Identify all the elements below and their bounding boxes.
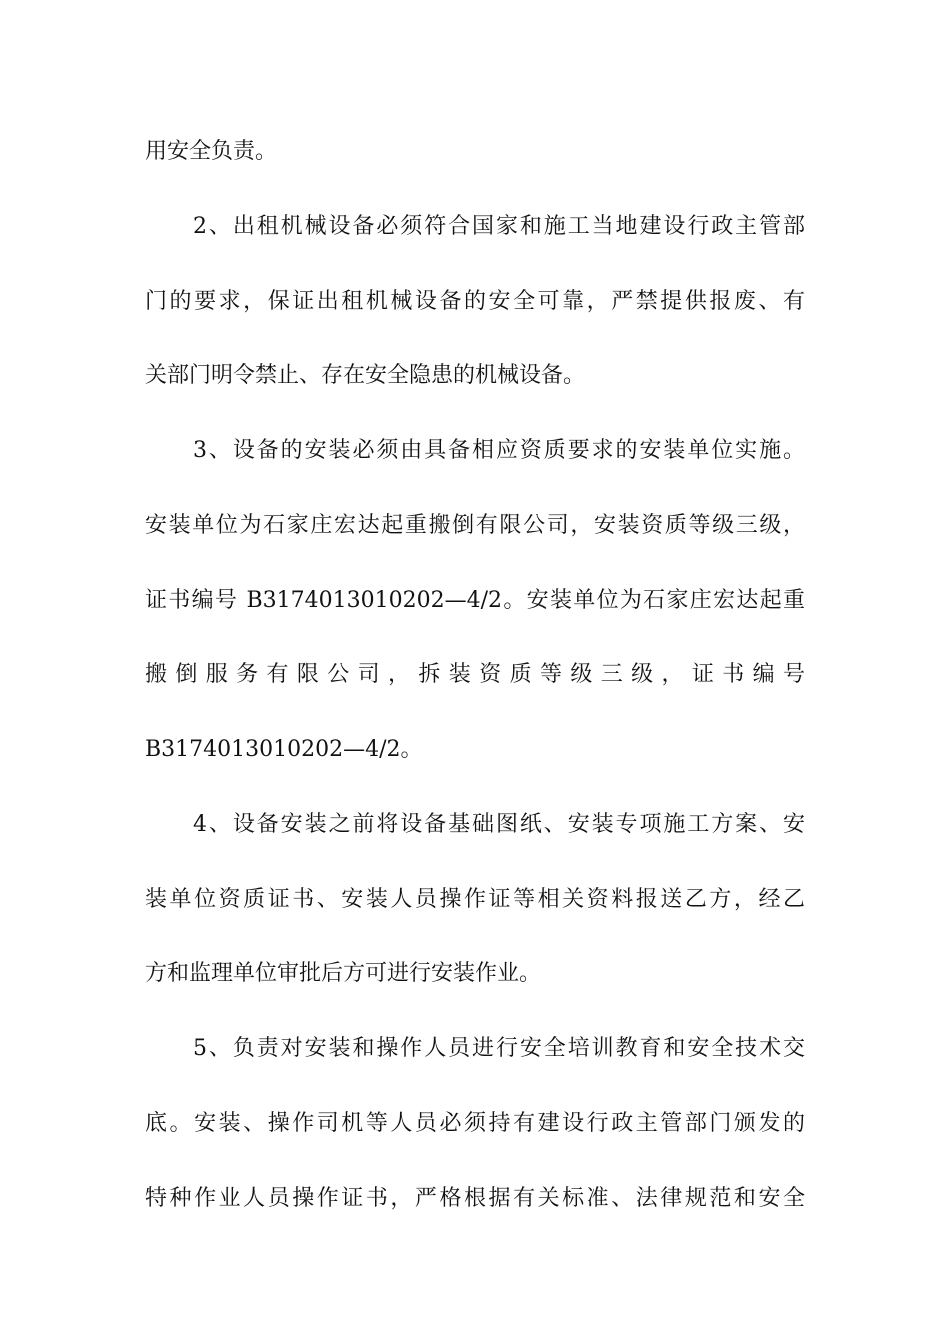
paragraph-2-start: 2、出租机械设备必须符合国家和施工当地建设行政主管部 (193, 214, 805, 239)
text-line: B3174013010202—4/2。 (145, 737, 423, 762)
text-line: 装单位资质证书、安装人员操作证等相关资料报送乙方，经乙 (145, 887, 805, 912)
text-line: 特种作业人员操作证书，严格根据有关标准、法律规范和安全 (145, 1186, 805, 1211)
text-line: 关部门明令禁止、存在安全隐患的机械设备。 (145, 363, 586, 388)
text-line: 门的要求，保证出租机械设备的安全可靠，严禁提供报废、有 (145, 289, 805, 314)
paragraph-3-start: 3、设备的安装必须由具备相应资质要求的安装单位实施。 (193, 438, 805, 463)
text-line: 方和监理单位审批后方可进行安装作业。 (145, 961, 542, 986)
text-line: 用安全负责。 (145, 139, 278, 164)
text-line: 底。安装、操作司机等人员必须持有建设行政主管部门颁发的 (145, 1111, 805, 1136)
paragraph-4-start: 4、设备安装之前将设备基础图纸、安装专项施工方案、安 (193, 812, 805, 837)
paragraph-5-start: 5、负责对安装和操作人员进行安全培训教育和安全技术交 (193, 1036, 805, 1061)
text-line: 搬 倒 服 务 有 限 公 司 ， 拆 装 资 质 等 级 三 级 ， 证 书 编 号 (145, 662, 805, 687)
text-line: 安装单位为石家庄宏达起重搬倒有限公司，安装资质等级三级， (145, 513, 805, 538)
text-line: 证书编号 B3174013010202—4/2。安装单位为石家庄宏达起重 (145, 588, 805, 613)
